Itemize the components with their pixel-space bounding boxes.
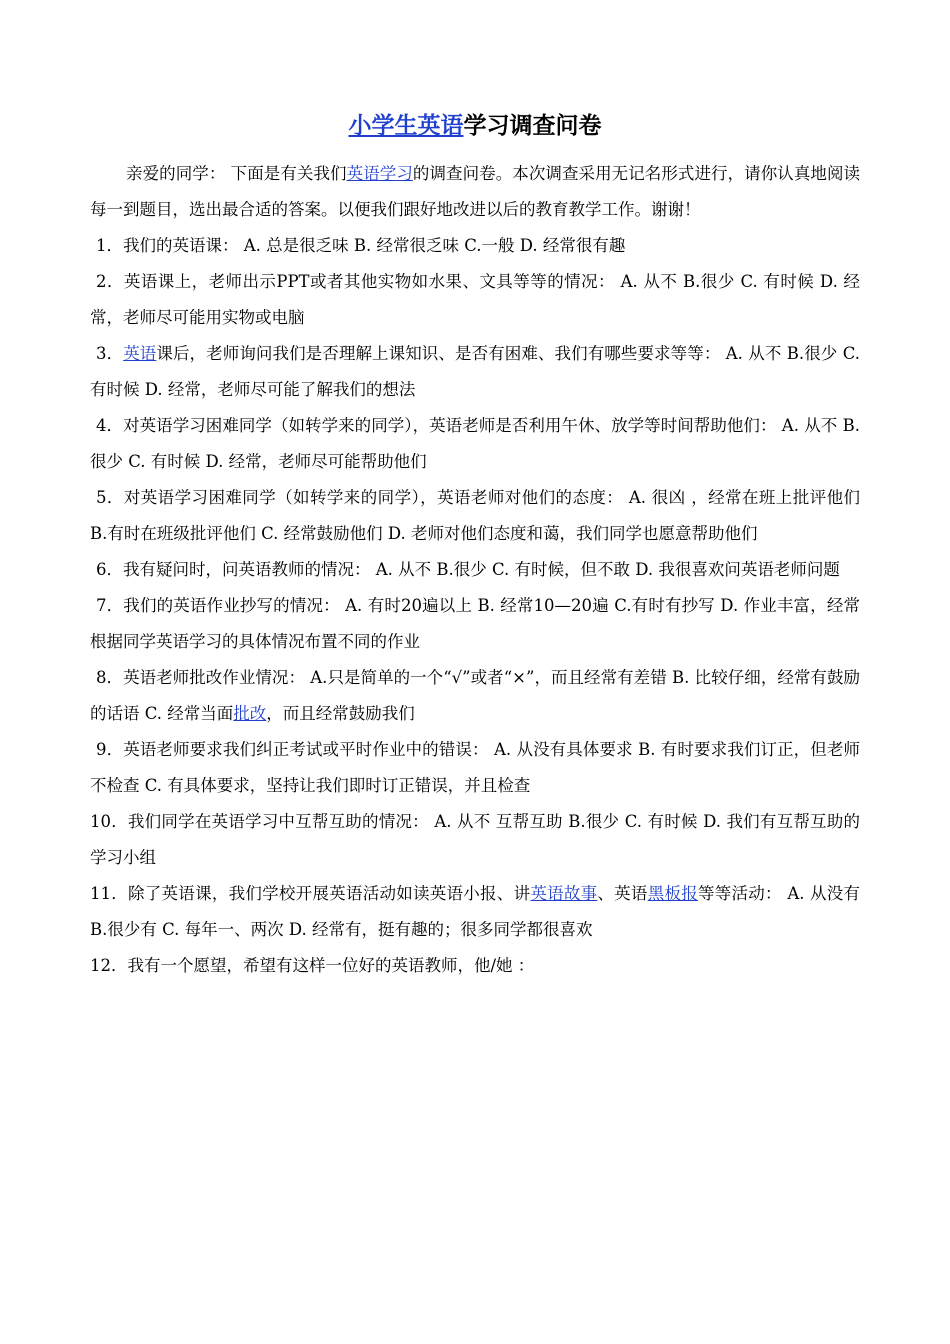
question-6: 6．我有疑问时，问英语教师的情况： A. 从不 B.很少 C. 有时候，但不敢 D. 我很喜欢问英语老师问题: [96, 560, 840, 579]
question-3-text: 课后，老师询问我们是否理解上课知识、是否有困难、我们有哪些要求等等： A. 从不 B.很少 C. 有时候 D. 经常，老师尽可能了解我们的想法: [90, 344, 861, 399]
intro-link-english-study[interactable]: 英语学习: [346, 164, 413, 183]
question-3-number: 3．: [96, 344, 124, 363]
title-link[interactable]: 小学生英语: [348, 112, 464, 139]
question-8: [90, 660, 860, 732]
question-10: 10．我们同学在英语学习中互帮互助的情况： A. 从不 互帮互助 B.很少 C. 有时候 D. 我们有互帮互助的学习小组: [90, 812, 860, 867]
question-2: 2．英语课上，老师出示PPT或者其他实物如水果、文具等等的情况： A. 从不 B.很少 C. 有时候 D. 经常，老师尽可能用实物或电脑: [90, 272, 860, 327]
question-11-text-1: 11．除了英语课，我们学校开展英语活动如读英语小报、讲: [90, 884, 531, 903]
question-9: 9．英语老师要求我们纠正考试或平时作业中的错误： A. 从没有具体要求 B. 有时要求我们订正，但老师不检查 C. 有具体要求，坚持让我们即时订正错误，并且检查: [90, 740, 860, 795]
question-8-link-correct[interactable]: 批改: [233, 704, 267, 723]
title-text: 学习调查问卷: [463, 112, 602, 139]
question-11-text-2: 、英语: [597, 884, 648, 903]
question-3-link-english[interactable]: 英语: [123, 344, 157, 363]
question-7: 7．我们的英语作业抄写的情况： A. 有时20遍以上 B. 经常10—20遍 C.有时有抄写 D. 作业丰富，经常根据同学英语学习的具体情况布置不同的作业: [90, 596, 860, 651]
intro-text-2: 的调查问卷。本次调查采用无记名形式进行，请你认真地阅读每一到题目，选出最合适的答案。以便我们跟好地改进以后的教育教学工作。谢谢！: [90, 164, 860, 219]
question-8-text-2: ，而且经常鼓励我们: [266, 704, 415, 723]
question-11-text-3: 等等活动： A. 从没有 B.很少有 C. 每年一、两次 D. 经常有，挺有趣的；很多同学都很喜欢: [90, 884, 861, 939]
question-5: 5．对英语学习困难同学（如转学来的同学），英语老师对他们的态度： A. 很凶 ，经常在班上批评他们 B.有时在班级批评他们 C. 经常鼓励他们 D. 老师对他们态度和蔼，我们同学也愿意帮助他们: [90, 488, 860, 543]
question-8-text-1: 8．英语老师批改作业情况： A.只是简单的一个“√”或者“×”，而且经常有差错 B. 比较仔细，经常有鼓励的话语 C. 经常当面: [90, 668, 860, 723]
document-body: [90, 156, 860, 984]
page-title: [0, 110, 950, 142]
intro-text-1: 亲爱的同学： 下面是有关我们: [126, 164, 347, 183]
question-3: [90, 336, 860, 408]
question-11: [90, 876, 860, 948]
question-11-link-blackboard[interactable]: 黑板报: [647, 884, 698, 903]
question-1: 1．我们的英语课： A. 总是很乏味 B. 经常很乏味 C.一般 D. 经常很有趣: [96, 236, 626, 255]
question-4: 4．对英语学习困难同学（如转学来的同学），英语老师是否利用午休、放学等时间帮助他们： A. 从不 B.很少 C. 有时候 D. 经常，老师尽可能帮助他们: [90, 416, 860, 471]
question-12: 12．我有一个愿望，希望有这样一位好的英语教师，他/她 ：: [90, 956, 535, 975]
question-11-link-english-story[interactable]: 英语故事: [530, 884, 598, 903]
intro-paragraph: [90, 156, 860, 228]
